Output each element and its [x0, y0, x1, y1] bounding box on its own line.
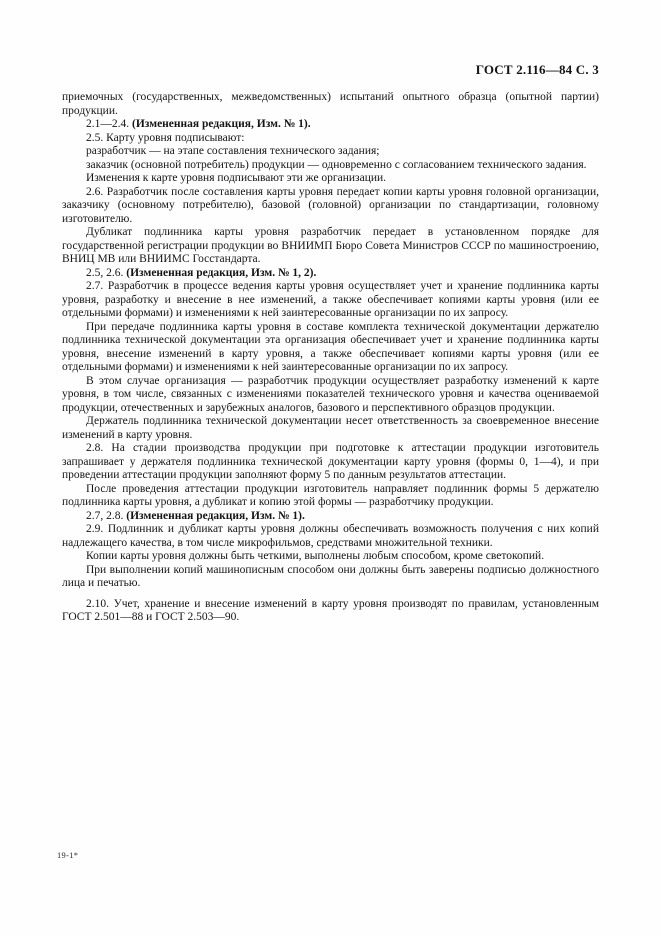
amendment-text: (Измененная редакция, Изм. № 1).: [132, 118, 311, 130]
paragraph-2-8-after: После проведения аттестации продукции изготовитель направляет подлинник формы 5 держателю подлинника карты уровня, а дубликат и копию этой формы — разработчику продукции.: [62, 482, 599, 508]
paragraph-2-10: 2.10. Учет, хранение и внесение изменений в карту уровня производят по правилам, установленным ГОСТ 2.501—88 и ГОСТ 2.503—90.: [62, 597, 599, 623]
paragraph-2-6: 2.6. Разработчик после составления карты уровня передает копии карты уровня головной организации, заказчику (основному потребителю), базовой (головной) организации по стандартизации, головному изготовителю.: [62, 185, 599, 225]
amendment-note-2-5-2-6: [62, 267, 599, 281]
amendment-clause-numbers: 2.5, 2.6.: [86, 266, 127, 279]
paragraph-continuation: приемочных (государственных, межведомственных) испытаний опытного образца (опытной партии) продукции.: [62, 91, 599, 117]
paragraph-2-5-customer: заказчик (основной потребитель) продукции — одновременно с согласованием технического задания.: [86, 158, 587, 171]
amendment-clause-numbers: 2.7, 2.8.: [86, 509, 127, 522]
paragraph-2-7-holder: Держатель подлинника технической документации несет ответственность за своевременное внесение изменений в карту уровня.: [62, 415, 599, 441]
paragraph-2-7-case: В этом случае организация — разработчик продукции осуществляет разработку изменений к карте уровня, в том числе, связанных с изменениями показателей технического уровня и качества оцениваемой продукции, отечественных и зарубежных аналогов, базового и перспективного образцов продукции.: [62, 374, 599, 414]
page-footer: [57, 850, 78, 860]
page-header: [62, 62, 599, 78]
paragraph-2-9: 2.9. Подлинник и дубликат карты уровня должны обеспечивать возможность получения с них копий надлежащего качества, в том числе микрофильмов, средствами множительной техники.: [62, 523, 599, 549]
amendment-text: (Измененная редакция, Изм. № 1).: [126, 509, 305, 522]
paragraph-2-8: 2.8. На стадии производства продукции при подготовке к аттестации продукции изготовитель запрашивает у держателя подлинника технической документации карту уровня (формы 0, 1—4), и при проведении аттестации продукции заполняют форму 5 по данным результатов аттестации.: [62, 442, 599, 481]
paragraph-2-7-transfer: При передаче подлинника карты уровня в составе комплекта технической документации держателю подлинника технической документации эта организация обеспечивает учет и хранение подлинника карты уровня, внесение изменений в карту уровня, а также обеспечивает копиями карты уровня (или ее отдельными формами) и изменениями к ней заинтересованные организации по их запросу.: [62, 320, 599, 373]
amendment-note-2-7-2-8: [62, 510, 599, 524]
amendment-clause-numbers: 2.1—2.4.: [86, 118, 132, 130]
paragraph-2-7: 2.7. Разработчик в процессе ведения карты уровня осуществляет учет и хранение подлинника карты уровня, разработку и внесение в нее изменений, а также обеспечивает копиями карты уровня (или ее отдельными формами) и изменениями к ней заинтересованные организации по их запросу.: [62, 280, 599, 319]
printing-signature-mark: 19-1*: [57, 850, 79, 860]
document-body: [62, 91, 599, 625]
paragraph-2-6-duplicate: Дубликат подлинника карты уровня разработчик передает в установленном порядке для государственной регистрации продукции во ВНИИМП Бюро Совета Министров СССР по машиностроению, ВНИЦ МВ или ВНИИМС Госстандарта.: [62, 226, 599, 265]
paragraph-2-9-typewritten: При выполнении копий машинописным способом они должны быть заверены подписью должностного лица и печатью.: [62, 563, 599, 589]
paragraph-2-5-developer: разработчик — на этапе составления технического задания;: [86, 145, 380, 157]
document-code-page-number: ГОСТ 2.116—84 С. 3: [475, 62, 599, 77]
paragraph-2-5-changes: Изменения к карте уровня подписывают эти же организации.: [86, 172, 387, 184]
amendment-text: (Измененная редакция, Изм. № 1, 2).: [126, 266, 317, 279]
paragraph-2-5: 2.5. Карту уровня подписывают:: [86, 131, 245, 144]
amendment-note-2-1-2-4: [62, 118, 599, 132]
paragraph-2-9-copies: Копии карты уровня должны быть четкими, выполнены любым способом, кроме светокопий.: [86, 550, 545, 562]
